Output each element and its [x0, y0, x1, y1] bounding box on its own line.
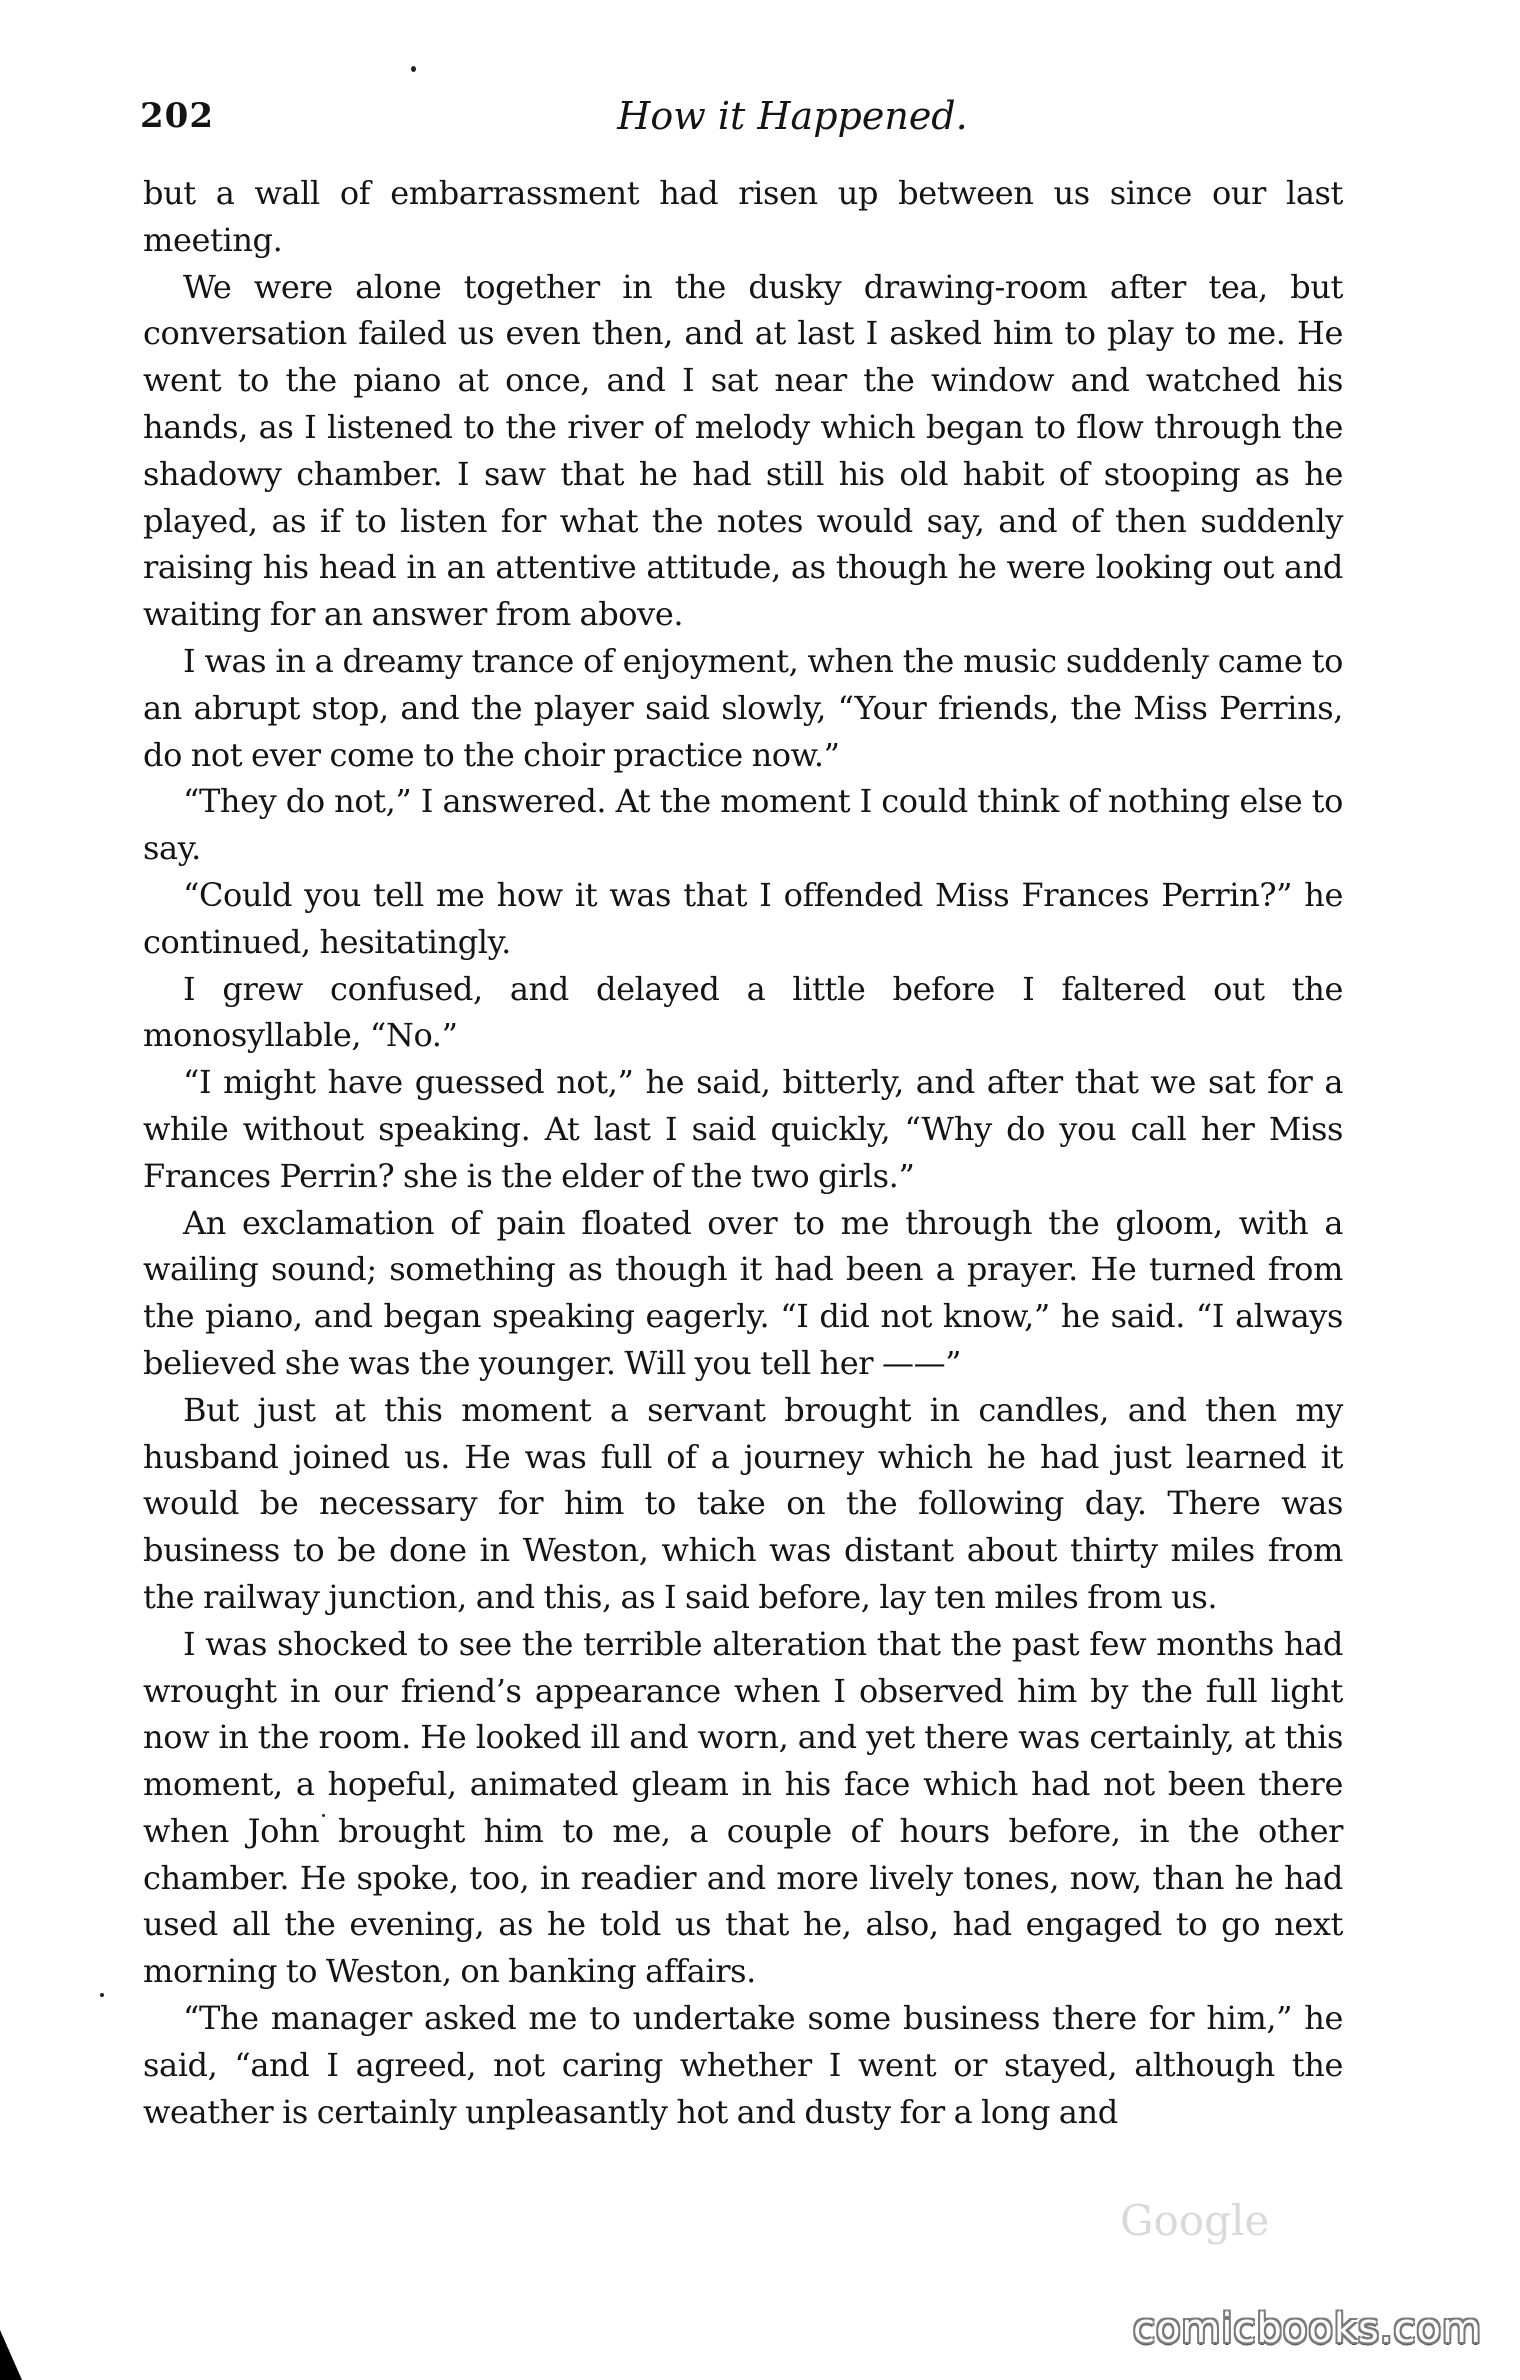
- paragraph: We were alone together in the dusky drawing-room after tea, but conversation failed us even then, and at last I asked him to play to me. He went to the piano at once, and I sat near the window and watched his hands, as I listened to the river of melody which began to flow through the shadowy chamber. I saw that he had still his old habit of stooping as he played, as if to listen for what the notes would say, and of then suddenly raising his head in an attentive attitude, as though he were looking out and waiting for an answer from above.: [143, 267, 1343, 634]
- digitizer-watermark: Google: [1120, 2196, 1270, 2245]
- running-title: How it Happened.: [617, 94, 968, 138]
- paragraph: But just at this moment a servant brought in candles, and then my husband joined us. He was full of a journey which he had just learned it would be necessary for him to take on the following day. There was business to be done in Weston, which was distant about thirty miles from the railway junction, and this, as I said before, lay ten miles from us.: [143, 1390, 1343, 1616]
- body-text: [143, 170, 1343, 2135]
- paragraph: I was in a dreamy trance of enjoyment, when the music suddenly came to an abrupt stop, and the player said slowly, “Your friends, the Miss Perrins, do not ever come to the choir practice now.”: [143, 641, 1343, 774]
- paragraph: “The manager asked me to undertake some business there for him,” he said, “and I agreed, not caring whether I went or stayed, although the weather is certainly unpleasantly hot and dusty for a long and: [143, 1999, 1343, 2131]
- paragraph: “I might have guessed not,” he said, bitterly, and after that we sat for a while without speaking. At last I said quickly, “Why do you call her Miss Frances Perrin? she is the elder of the two girls.”: [143, 1063, 1343, 1195]
- paragraph: I was shocked to see the terrible alteration that the past few months had wrought in our friend’s appearance when I observed him by the full light now in the room. He looked ill and worn, and yet there was certainly, at this moment, a hopeful, animated gleam in his face which had not been there when John brought him to me, a couple of hours before, in the other chamber. He spoke, too, in readier and more lively tones, now, than he had used all the evening, as he told us that he, also, had engaged to go next morning to Weston, on banking affairs.: [143, 1624, 1343, 1991]
- page-corner-shadow: [0, 2330, 22, 2380]
- paragraph: “They do not,” I answered. At the moment I could think of nothing else to say.: [143, 782, 1343, 868]
- page-header: [140, 96, 1355, 156]
- site-watermark: comicbooks.com: [1132, 2306, 1482, 2352]
- paragraph: “Could you tell me how it was that I offended Miss Frances Perrin?” he continued, hesitatingly.: [143, 875, 1343, 961]
- page-number: 202: [140, 96, 214, 136]
- paragraph: An exclamation of pain floated over to me through the gloom, with a wailing sound; something as though it had been a prayer. He turned from the piano, and began speaking eagerly. “I did not know,” he said. “I always believed she was the younger. Will you tell her ——”: [143, 1203, 1343, 1382]
- paragraph: I grew confused, and delayed a little before I faltered out the monosyllable, “No.”: [143, 969, 1343, 1055]
- ink-speck: [100, 1993, 104, 1997]
- ink-speck: [411, 66, 416, 72]
- paragraph: but a wall of embarrassment had risen up between us since our last meeting.: [143, 174, 1343, 259]
